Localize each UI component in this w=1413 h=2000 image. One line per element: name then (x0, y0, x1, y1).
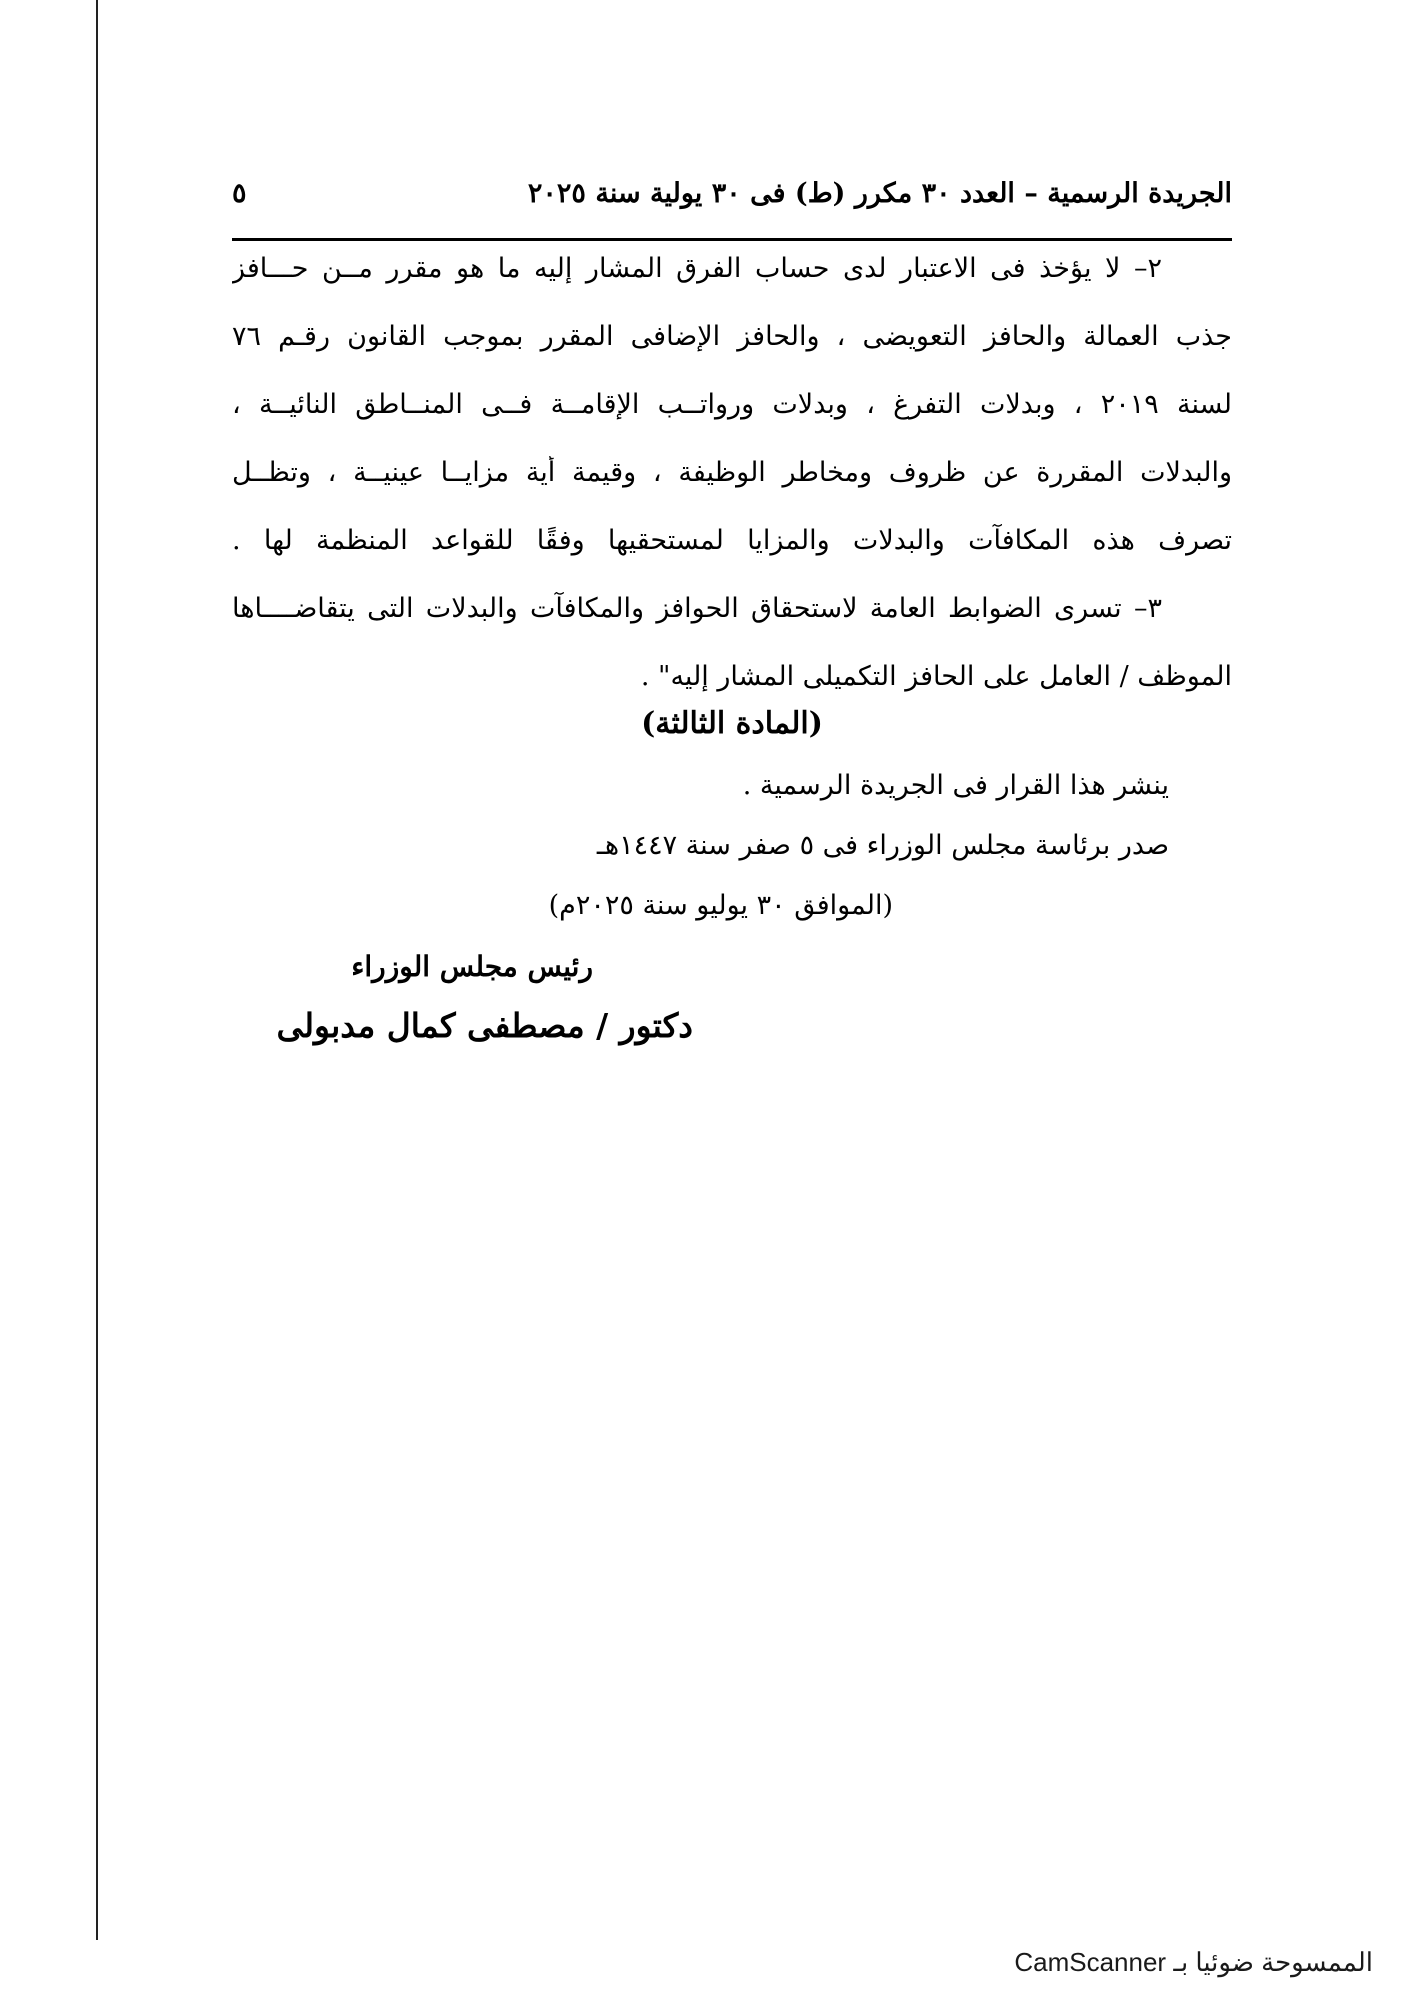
page-number: ٥ (232, 178, 247, 209)
paragraph-item-2 (232, 252, 1232, 592)
text-line: والبدلات المقررة عن ظروف ومخاطر الوظيفة ، وقيمة أية مزايــا عينيــة ، وتظــل (232, 457, 1232, 488)
header-title: الجريدة الرسمية – العدد ٣٠ مكرر (ط) فى ٣٠ يولية سنة ٢٠٢٥ (527, 178, 1232, 209)
document-page (232, 170, 1232, 728)
watermark-brand: CamScanner (1014, 1947, 1167, 1977)
scan-page-edge (96, 0, 98, 1940)
camscanner-watermark (1014, 1947, 1373, 1978)
document-body (232, 252, 1232, 728)
text-line: ٢– لا يؤخذ فى الاعتبار لدى حساب الفرق المشار إليه ما هو مقرر مــن حـــافز (232, 253, 1162, 284)
text-line: تصرف هذه المكافآت والبدلات والمزايا لمستحقيها وفقًا للقواعد المنظمة لها . (232, 525, 1232, 556)
text-line: لسنة ٢٠١٩ ، وبدلات التفرغ ، وبدلات ورواتــب الإقامــة فــى المنــاطق النائيــة ، (232, 389, 1232, 420)
text-line: الموظف / العامل على الحافز التكميلى المشار إليه" . (640, 661, 1232, 692)
issued-statement: صدر برئاسة مجلس الوزراء فى ٥ صفر سنة ١٤٤٧هـ (596, 830, 1169, 861)
publish-statement: ينشر هذا القرار فى الجريدة الرسمية . (742, 770, 1169, 801)
article-heading: (المادة الثالثة) (641, 706, 823, 741)
header-rule (232, 238, 1232, 241)
text-line: جذب العمالة والحافز التعويضى ، والحافز الإضافى المقرر بموجب القانون رقـم ٧٦ (232, 321, 1232, 352)
corresponding-date: (الموافق ٣٠ يوليو سنة ٢٠٢٥م) (548, 890, 893, 921)
signatory-name: دكتور / مصطفى كمال مدبولى (276, 1006, 693, 1045)
watermark-prefix: الممسوحة ضوئيا بـ (1173, 1947, 1373, 1977)
signatory-title: رئيس مجلس الوزراء (351, 950, 593, 983)
text-line: ٣– تسرى الضوابط العامة لاستحقاق الحوافز والمكافآت والبدلات التى يتقاضــــاها (232, 593, 1162, 624)
page-header (232, 170, 1232, 230)
